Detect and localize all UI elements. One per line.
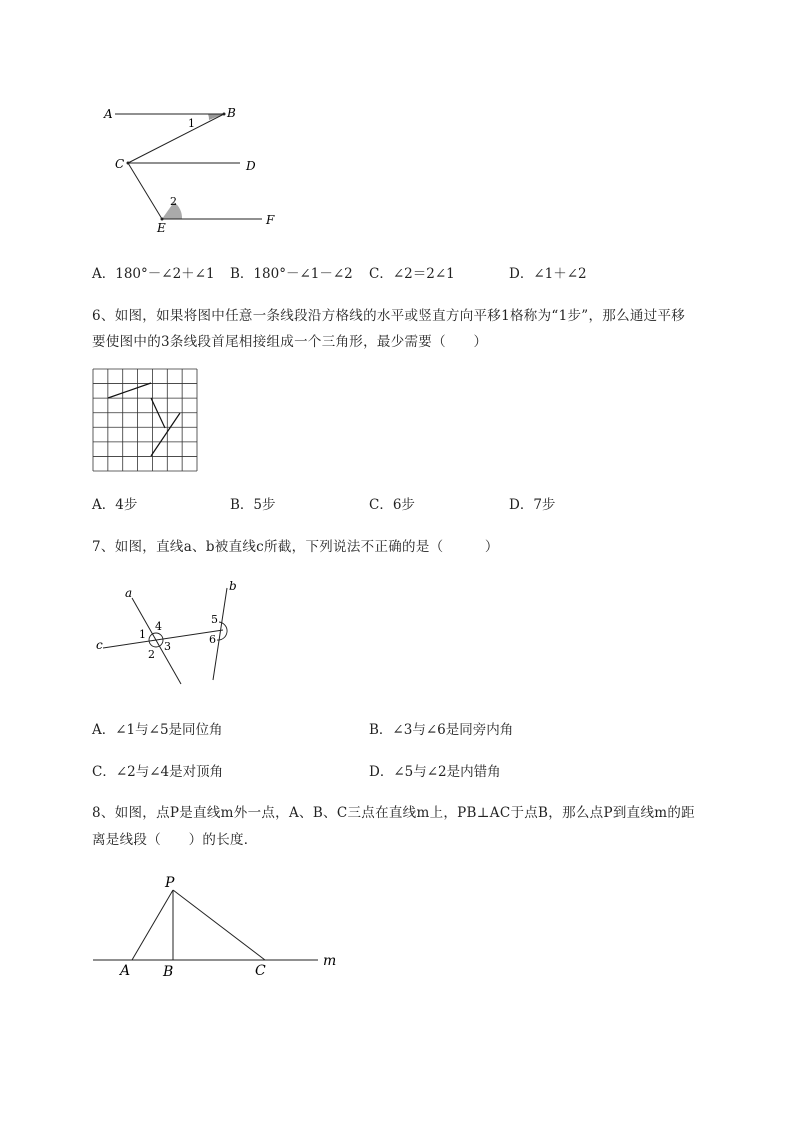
q6-option-c[interactable]: C．6步: [369, 497, 415, 513]
segment-3: [151, 413, 180, 456]
grid-lines: [93, 369, 197, 471]
label-c: C: [115, 157, 125, 171]
label-p: P: [165, 875, 175, 891]
q5-option-c[interactable]: C．∠2＝2∠1: [369, 266, 455, 282]
label-angle6: 6: [209, 633, 216, 646]
segment-pa: [132, 890, 173, 960]
label-b: B: [227, 106, 236, 120]
line-a: [132, 598, 181, 684]
q8-stem-line1: 8、如图，点P是直线m外一点，A、B、C三点在直线m上，PB⊥AC于点B，那么点P到直线m的距: [92, 805, 695, 821]
q5-option-b[interactable]: B．180°－∠1－∠2: [230, 266, 353, 282]
label-angle1: 1: [188, 117, 195, 130]
q6-option-d[interactable]: D．7步: [509, 497, 556, 513]
label-f: F: [266, 213, 275, 227]
q7-option-d[interactable]: D．∠5与∠2是内错角: [369, 764, 501, 780]
figure-parallel-lines-ab-cd-ef: [95, 98, 295, 240]
segment-pc: [173, 890, 265, 960]
label-c: C: [255, 963, 266, 979]
q5-option-a[interactable]: A．180°－∠2＋∠1: [92, 266, 215, 282]
line-bc: [128, 114, 224, 163]
label-angle3: 3: [164, 640, 171, 653]
figure-lines-abc: [92, 578, 252, 688]
label-e: E: [157, 221, 166, 235]
q6-stem-line2: 要使图中的3条线段首尾相接组成一个三角形，最少需要（ ）: [92, 334, 488, 350]
label-a: A: [120, 963, 131, 979]
label-b: B: [163, 964, 174, 980]
q5-option-d[interactable]: D．∠1＋∠2: [509, 266, 587, 282]
label-line-a: a: [125, 586, 133, 600]
label-a: A: [104, 107, 113, 121]
label-angle4: 4: [155, 620, 162, 633]
figure-point-p-line-m: [92, 872, 352, 984]
label-angle5: 5: [211, 613, 218, 626]
q7-option-b[interactable]: B．∠3与∠6是同旁内角: [369, 722, 514, 738]
q6-option-a[interactable]: A．4步: [92, 497, 138, 513]
q6-stem-line1: 6、如图，如果将图中任意一条线段沿方格线的水平或竖直方向平移1格称为“1步”，那么通过平移: [92, 308, 686, 324]
label-line-b: b: [229, 579, 237, 593]
q6-option-b[interactable]: B．5步: [230, 497, 276, 513]
q7-stem: 7、如图，直线a、b被直线c所截，下列说法不正确的是（ ）: [92, 539, 499, 555]
label-angle1: 1: [139, 628, 146, 641]
label-angle2: 2: [148, 648, 155, 661]
segment-1: [108, 383, 151, 398]
q7-option-a[interactable]: A．∠1与∠5是同位角: [92, 722, 223, 738]
line-ce: [128, 163, 162, 219]
label-m: m: [323, 953, 337, 969]
q7-option-c[interactable]: C．∠2与∠4是对顶角: [92, 764, 224, 780]
label-d: D: [246, 159, 256, 173]
figure-grid-segments: [92, 368, 198, 472]
q8-stem-line2: 离是线段（ ）的长度．: [92, 832, 258, 848]
label-line-c: c: [96, 638, 103, 652]
label-angle2: 2: [170, 195, 177, 208]
